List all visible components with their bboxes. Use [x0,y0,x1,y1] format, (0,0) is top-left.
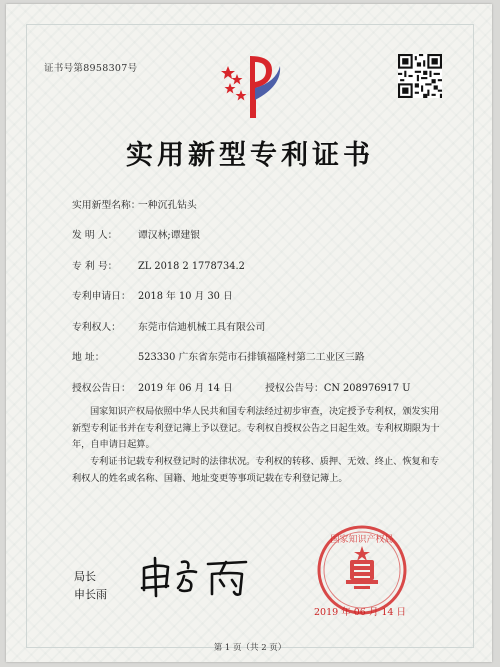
director-signature-icon [138,554,258,598]
page-number: 第 1 页（共 2 页） [213,643,287,653]
certificate-number: 证书号第8958307号 [44,63,138,74]
seal-date: 2019 年 06 月 14 日 [314,607,406,618]
field-grant-date [72,380,411,394]
official-seal-icon [316,524,408,616]
field-value: 东莞市信迪机械工具有限公司 [138,322,266,333]
field-value: 一种沉孔钻头 [138,200,197,211]
field-application-date [72,288,233,302]
cnipa-logo-icon [220,52,288,120]
grant-statement: 国家知识产权局依照中华人民共和国专利法经过初步审查，决定授予专利权，颁发实用新型专利证书并在专利登记簿上予以登记。专利权自授权公告之日起生效。专利权期限为十年，自申请日起算。 [72,406,440,450]
field-value: ZL 2018 2 1778734.2 [138,261,245,272]
field-label-publication-number: 授权公告号： [265,383,324,394]
certificate-title: 实用新型专利证书 [126,140,374,171]
field-label: 专 利 号： [72,261,118,272]
field-label: 地 址： [72,352,105,363]
field-value: 523330 广东省东莞市石排镇福隆村第二工业区三路 [138,352,365,363]
field-label: 专利权人： [72,322,121,333]
seal-text: 国家知识产权局 [330,535,394,545]
field-value: 2019 年 06 月 14 日 [138,383,233,394]
field-value-publication-number: CN 208976917 U [323,383,411,394]
field-utility-model-name [72,197,197,211]
field-label: 授权公告日： [72,383,131,394]
field-patentee [72,319,265,333]
director-name: 申长雨 [74,588,107,601]
field-patent-number [72,258,245,272]
field-inventors [72,227,200,241]
field-address [72,349,365,363]
field-label: 发 明 人： [72,230,118,241]
field-value: 谭汉林;谭建银 [138,230,201,241]
field-label: 专利申请日： [72,291,131,302]
qr-code-icon [398,54,442,98]
field-label: 实用新型名称： [72,200,141,211]
field-value: 2018 年 10 月 30 日 [138,291,233,302]
director-title: 局长 [74,570,96,583]
legal-status-statement: 专利证书记载专利权登记时的法律状况。专利权的转移、质押、无效、终止、恢复和专利权人的姓名或名称、国籍、地址变更等事项记载在专利登记簿上。 [72,456,440,484]
